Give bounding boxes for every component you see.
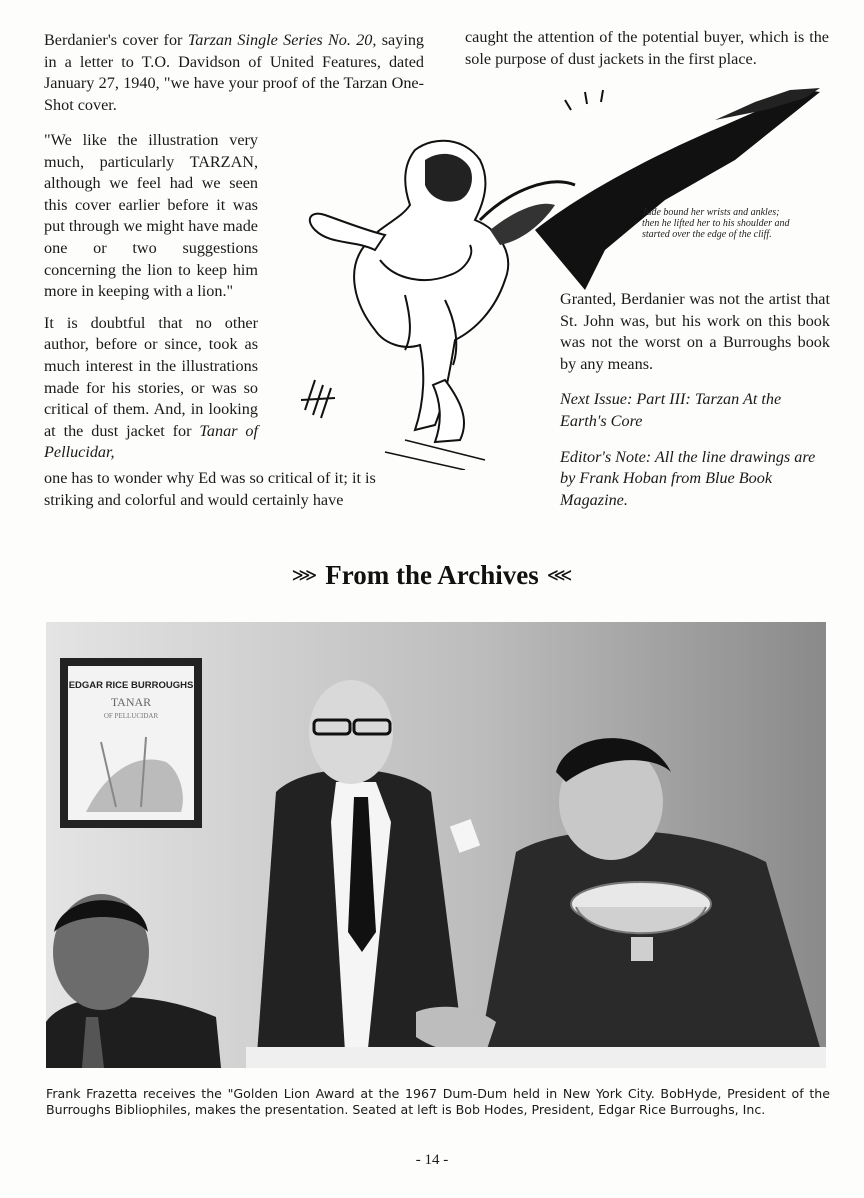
ornament-left-icon: ⋙ bbox=[291, 565, 318, 585]
article-column-right-top bbox=[465, 27, 829, 80]
article-paragraph-2: "We like the illustration very much, particularly TARZAN, although we feel had we seen this cover earlier before it was put through we might have made one or two suggestions concerning the lion to keep him more in keeping with a lion." bbox=[44, 131, 258, 301]
article-column-left-tail bbox=[44, 468, 422, 521]
poster-title: TANAR bbox=[110, 695, 152, 709]
section-title: From the Archives bbox=[325, 560, 539, 590]
book-title: Tarzan Single Series No. 20, bbox=[187, 31, 377, 49]
article-column-right-mid bbox=[560, 289, 830, 525]
article-paragraph-1: Berdanier's cover for Tarzan Single Series No. 20, saying in a letter to T.O. Davidson of United Features, dated January 27, 1940, "we have your proof of the Tarzan One-Shot cover. bbox=[44, 31, 425, 114]
section-heading bbox=[0, 560, 864, 591]
poster-subtitle: OF PELLUCIDAR bbox=[103, 712, 159, 720]
article-column-left-narrow bbox=[44, 130, 258, 474]
next-issue-note: Next Issue: Part III: Tarzan At the Earth's Core bbox=[560, 390, 782, 430]
archive-photo bbox=[46, 622, 826, 1068]
book-title: Tanar of Pellucidar, bbox=[44, 421, 258, 462]
article-paragraph-3: It is doubtful that no other author, before or since, took as much interest in the illustrations made for his stories, or was so critical of them. And, in looking at the dust jacket for Tanar of Pellucidar, bbox=[44, 313, 258, 462]
illustration-caption: Jude bound her wrists and ankles; then he lifted her to his shoulder and started over the edge of the cliff. bbox=[642, 207, 790, 240]
ornament-right-icon: ⋘ bbox=[546, 565, 573, 585]
poster-author: EDGAR RICE BURROUGHS bbox=[68, 680, 194, 691]
article-paragraph-right-2: Granted, Berdanier was not the artist that St. John was, but his work on this book was not the worst on a Burroughs book by any means. bbox=[560, 290, 830, 373]
photo-caption: Frank Frazetta receives the "Golden Lion Award at the 1967 Dum-Dum held in New York City. BobHyde, President of the Burroughs Bibliophiles, makes the presentation. Seated at left is Bob Hodes, President, Edgar Rice Burroughs, Inc. bbox=[46, 1086, 830, 1117]
article-paragraph-right-1: caught the attention of the potential buyer, which is the sole purpose of dust jackets in the first place. bbox=[465, 28, 829, 68]
page-number: - 14 - bbox=[415, 1152, 449, 1168]
editor-note: Editor's Note: All the line drawings are by Frank Hoban from Blue Book Magazine. bbox=[560, 447, 816, 509]
article-paragraph-3-continued: one has to wonder why Ed was so critical of it; it is striking and colorful and would certainly have bbox=[44, 469, 376, 509]
